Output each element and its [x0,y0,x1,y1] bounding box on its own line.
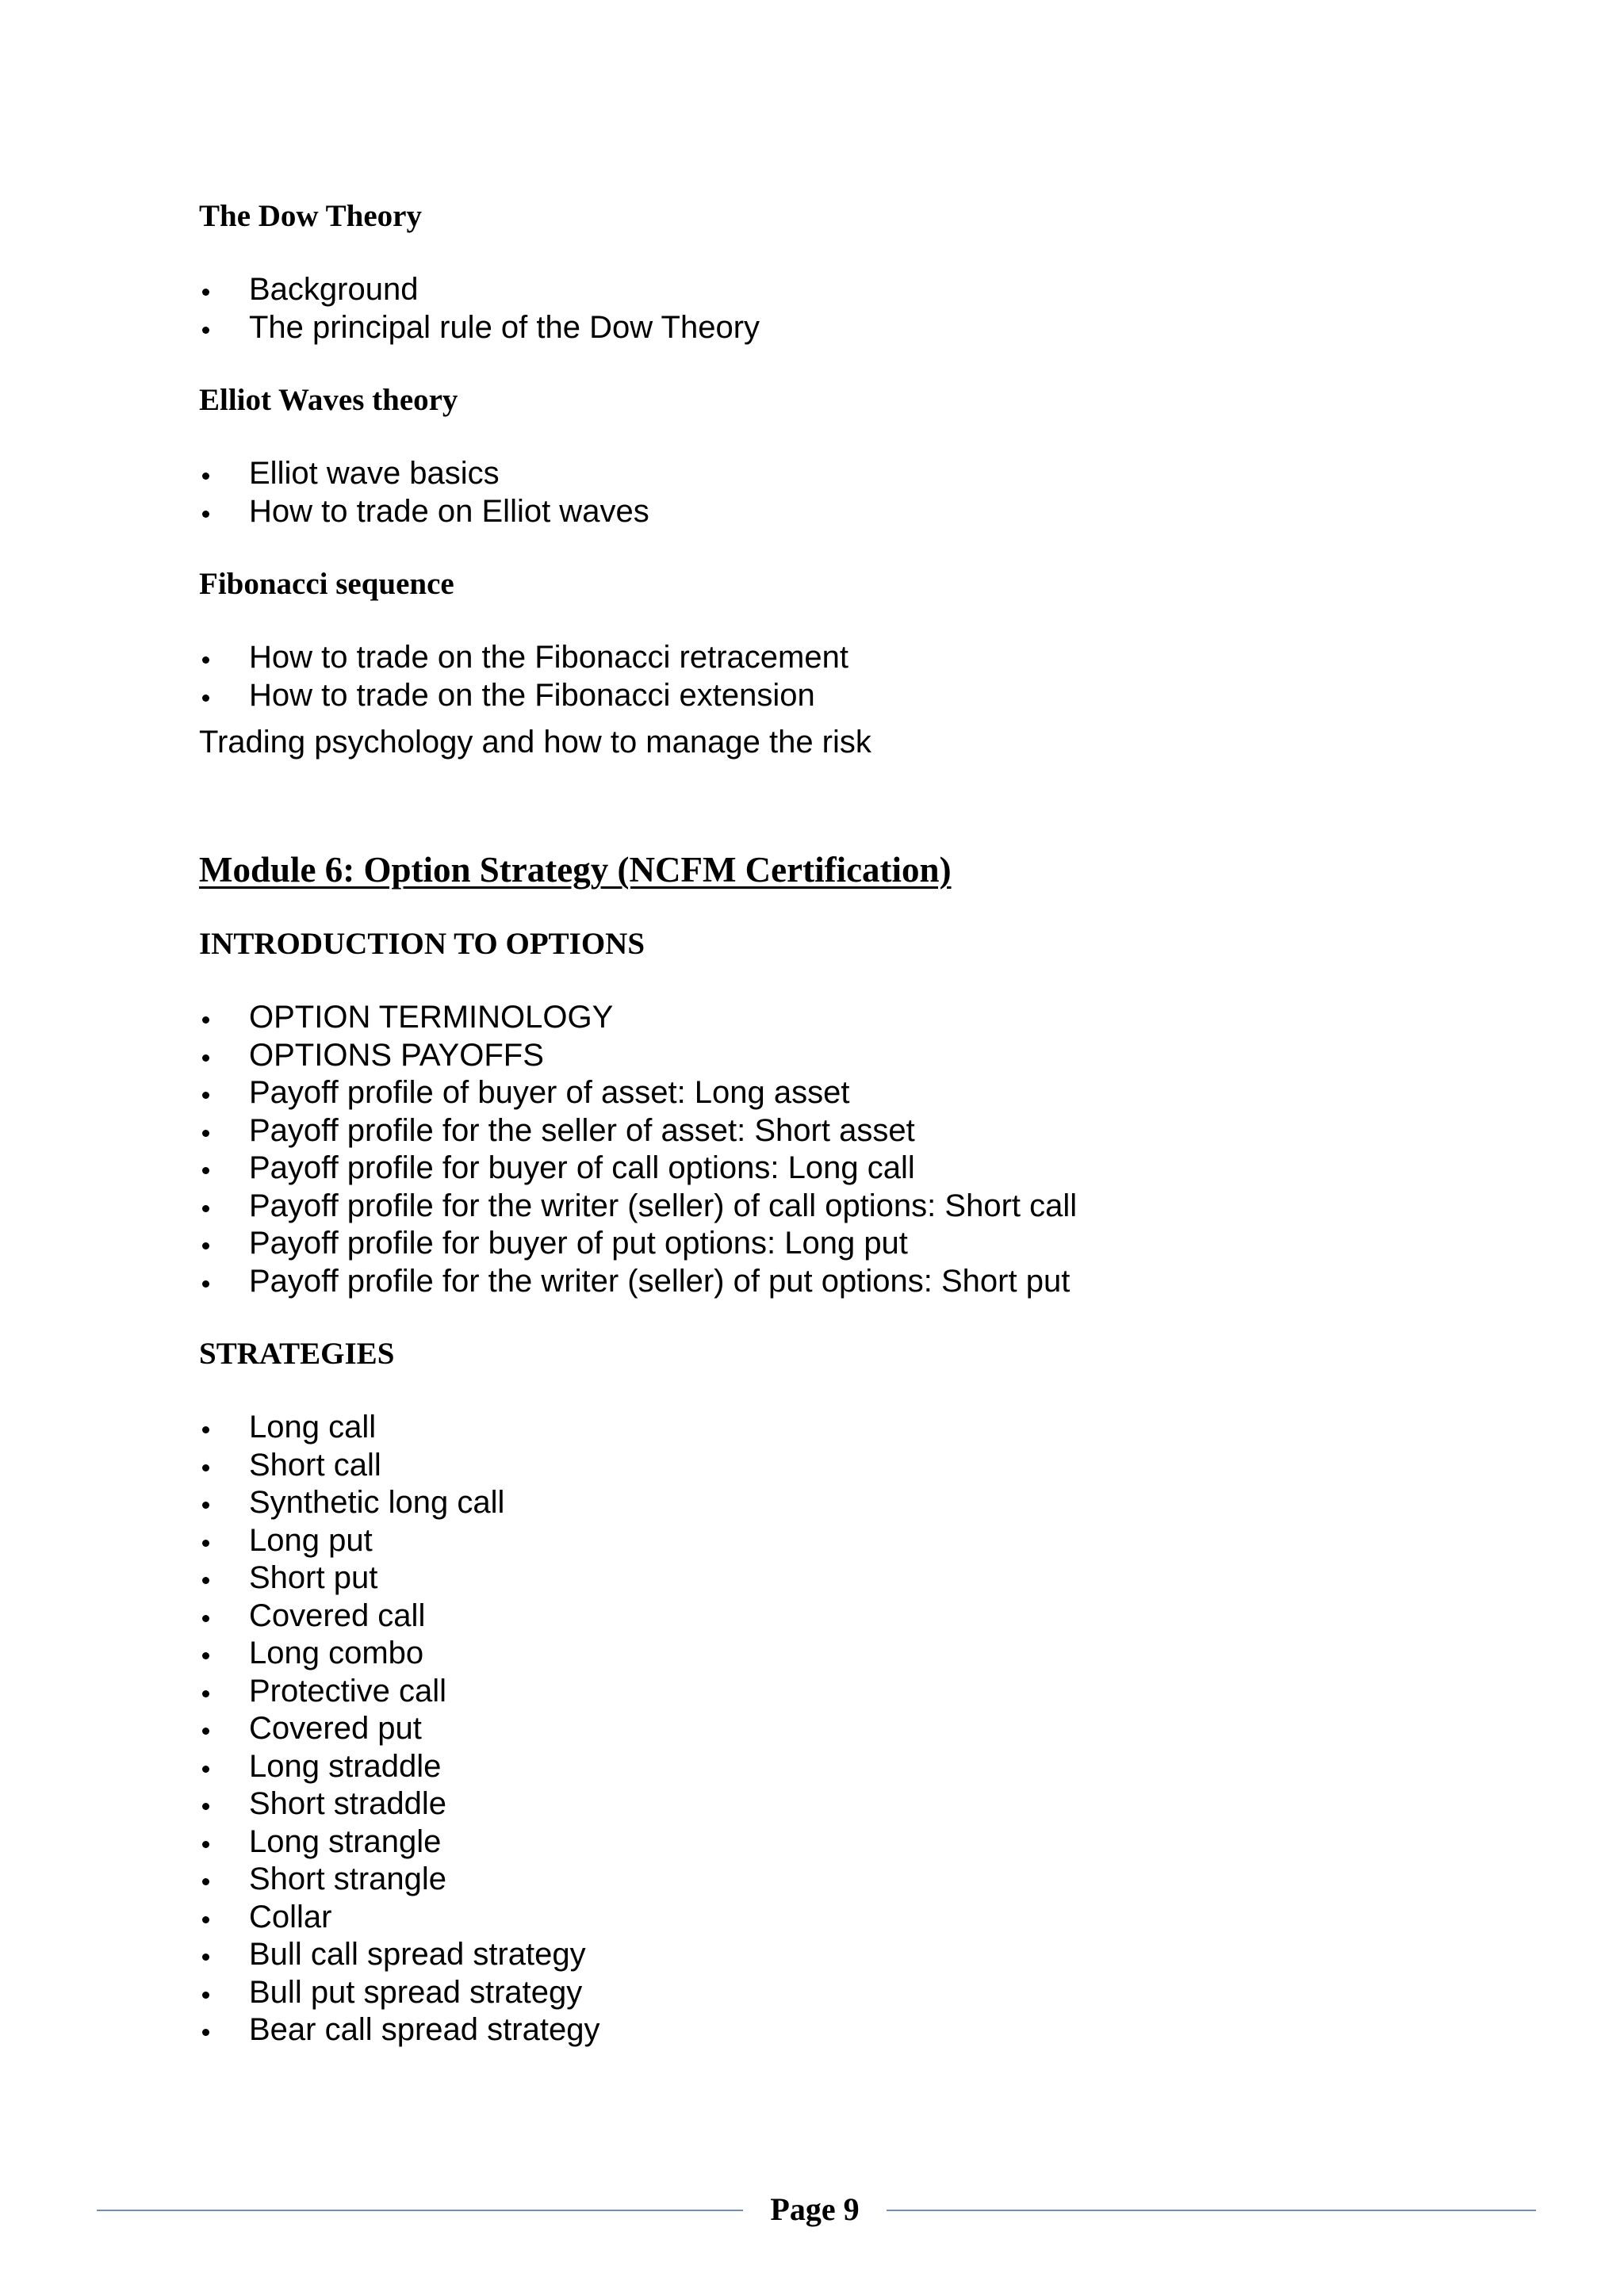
list-item: Long strangle [199,1823,1468,1862]
page-footer [97,2191,1536,2229]
page-content [199,197,1468,2049]
bullet-icon [202,1992,209,1999]
module-title: Module 6: Option Strategy (NCFM Certification) [199,850,952,890]
bullet-icon [202,1502,209,1509]
bullet-icon [202,1167,209,1174]
page-number: Page 9 [770,2191,860,2227]
section-heading-fibonacci: Fibonacci sequence [199,567,454,601]
list-item: OPTIONS PAYOFFS [199,1037,1468,1075]
list-item: Long straddle [199,1748,1468,1786]
bullet-icon [202,1242,209,1249]
list-item: Background [199,271,1468,309]
bullet-icon [202,511,209,518]
fibonacci-list [199,639,1468,714]
list-item: OPTION TERMINOLOGY [199,999,1468,1037]
section-heading-elliot-waves: Elliot Waves theory [199,383,458,417]
list-item: Long combo [199,1635,1468,1673]
section-heading-dow-theory: The Dow Theory [199,199,422,233]
list-item: Payoff profile for buyer of put options: Long put [199,1225,1468,1263]
elliot-waves-list [199,455,1468,530]
list-item: Short call [199,1447,1468,1485]
list-item: Payoff profile for buyer of call options: Long call [199,1150,1468,1188]
list-item: Bear call spread strategy [199,2011,1468,2049]
list-item: Payoff profile for the writer (seller) of put options: Short put [199,1263,1468,1301]
bullet-icon [202,1841,209,1848]
list-item: Short strangle [199,1861,1468,1899]
bullet-icon [202,1766,209,1773]
bullet-icon [202,1540,209,1547]
bullet-icon [202,656,209,664]
list-item: Payoff profile for the writer (seller) of call options: Short call [199,1188,1468,1226]
bullet-icon [202,1615,209,1622]
list-item: Protective call [199,1673,1468,1711]
bullet-icon [202,1426,209,1433]
list-item: Long call [199,1409,1468,1447]
list-item: Payoff profile for the seller of asset: Short asset [199,1112,1468,1150]
footer-rule-left [97,2210,743,2211]
list-item: Covered put [199,1710,1468,1748]
list-item: Bull call spread strategy [199,1936,1468,1974]
bullet-icon [202,1652,209,1659]
bullet-icon [202,1916,209,1923]
section-heading-introduction-to-options: INTRODUCTION TO OPTIONS [199,927,645,961]
list-item: Collar [199,1899,1468,1937]
bullet-icon [202,289,209,296]
bullet-icon [202,1092,209,1099]
bullet-icon [202,1954,209,1961]
bullet-icon [202,473,209,480]
strategies-list [199,1409,1468,2049]
introduction-options-list [199,999,1468,1300]
bullet-icon [202,1577,209,1584]
bullet-icon [202,1803,209,1810]
bullet-icon [202,2029,209,2036]
bullet-icon [202,327,209,334]
list-item: How to trade on Elliot waves [199,493,1468,531]
list-item: Long put [199,1522,1468,1560]
bullet-icon [202,1016,209,1024]
list-item: Payoff profile of buyer of asset: Long asset [199,1074,1468,1112]
footer-rule-right [887,2210,1536,2211]
bullet-icon [202,695,209,702]
bullet-icon [202,1130,209,1137]
bullet-icon [202,1205,209,1212]
list-item: Synthetic long call [199,1484,1468,1522]
bullet-icon [202,1280,209,1288]
list-item: Short straddle [199,1785,1468,1823]
list-item: How to trade on the Fibonacci retracement [199,639,1468,677]
dow-theory-list [199,271,1468,346]
bullet-icon [202,1464,209,1471]
section-heading-strategies: STRATEGIES [199,1337,395,1371]
bullet-icon [202,1878,209,1885]
list-item: Elliot wave basics [199,455,1468,493]
list-item: The principal rule of the Dow Theory [199,309,1468,347]
bullet-icon [202,1690,209,1697]
bullet-icon [202,1054,209,1062]
trading-psychology-text: Trading psychology and how to manage the risk [199,725,871,760]
list-item: Bull put spread strategy [199,1974,1468,2012]
bullet-icon [202,1728,209,1735]
list-item: Short put [199,1559,1468,1598]
list-item: Covered call [199,1598,1468,1636]
list-item: How to trade on the Fibonacci extension [199,677,1468,715]
